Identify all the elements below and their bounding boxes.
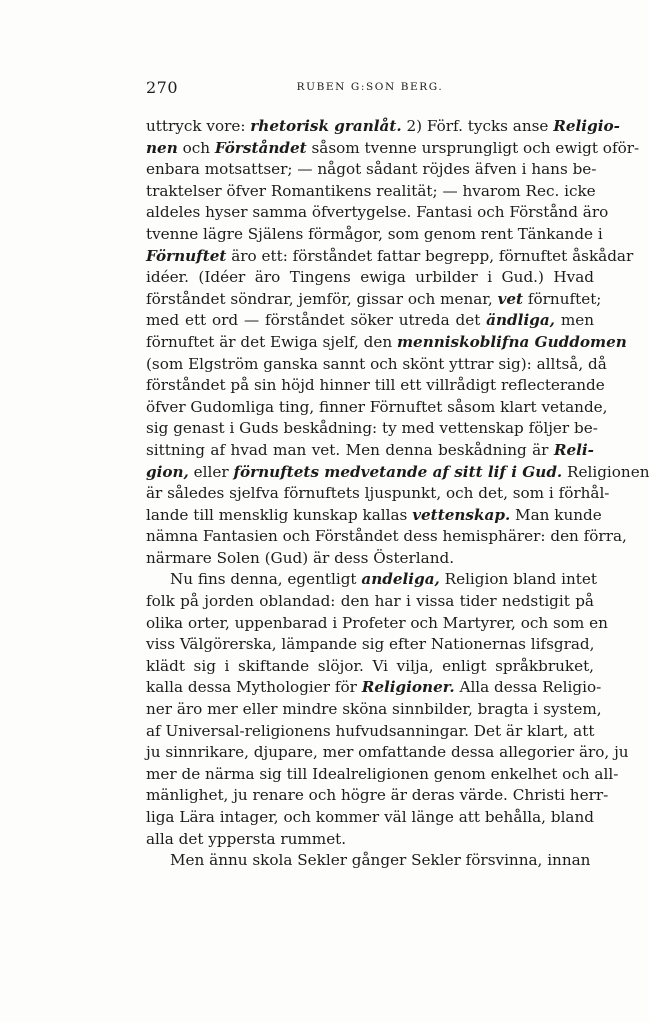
emphasized-text: Förståndet	[214, 138, 307, 157]
text-segment: uttryck vore:	[146, 117, 251, 135]
text-line	[146, 440, 594, 462]
text-line	[146, 785, 609, 807]
text-line	[146, 656, 594, 678]
text-segment: förståndet på sin höjd hinner till ett villrådigt reflecterande	[146, 376, 605, 395]
text-line	[146, 159, 597, 181]
text-segment: äro ett: förståndet fattar begrepp, förnuftet åskådar	[226, 246, 634, 265]
emphasized-text: Förnuftet	[146, 246, 227, 265]
text-segment: lande till mensklig kunskap kallas	[146, 505, 413, 524]
text-segment: mänlighet, ju renare och högre är deras värde. Christi herr-	[146, 786, 609, 805]
text-line	[146, 483, 610, 505]
text-segment: Nu fins denna, egentligt	[170, 570, 362, 589]
text-line	[146, 591, 594, 613]
text-line	[146, 721, 594, 743]
text-line	[146, 829, 594, 851]
text-segment: idéer. (Idéer äro Tingens ewiga urbilder i Gud.) Hvad	[146, 268, 594, 287]
text-segment: förnuftet är det Ewiga sjelf, den	[146, 332, 397, 351]
emphasized-text: vet	[497, 289, 524, 308]
emphasized-text: rhetorisk granlåt.	[250, 117, 402, 135]
text-segment: Religion bland intet	[439, 570, 597, 589]
text-line	[146, 202, 609, 224]
emphasized-text: Religio-	[553, 117, 620, 135]
text-segment: ner äro mer eller mindre sköna sinnbilder, bragta i system,	[146, 700, 602, 719]
text-segment: klädt sig i skiftande slöjor. Vi vilja, enligt språkbruket,	[146, 656, 594, 675]
text-line	[146, 418, 598, 440]
emphasized-text: nen	[146, 138, 178, 157]
emphasized-text: gion,	[146, 462, 189, 481]
text-line	[146, 181, 594, 203]
emphasized-text: ändliga,	[486, 311, 555, 330]
text-segment: af Universal-religionens hufvudsanningar. Det är klart, att	[146, 721, 595, 740]
text-segment: närmare Solen (Gud) är dess Österland.	[146, 548, 455, 567]
text-line	[146, 289, 602, 311]
text-line	[146, 224, 603, 246]
text-segment: Religionen	[562, 462, 649, 481]
text-line	[146, 699, 602, 721]
text-line	[146, 267, 594, 289]
text-segment: tvenne lägre Själens förmågor, som genom rent Tänkande i	[146, 224, 603, 243]
page-number: 270	[146, 78, 179, 97]
text-line	[146, 332, 627, 354]
text-segment: förståndet söndrar, jemför, gissar och menar,	[146, 289, 498, 308]
text-line	[146, 462, 649, 484]
text-segment: folk på jorden oblandad: den har i vissa tider nedstigit på	[146, 592, 594, 611]
emphasized-text: Reli-	[553, 440, 594, 459]
text-segment: 2) Förf. tycks anse	[401, 117, 554, 135]
text-segment: alla det yppersta rummet.	[146, 829, 347, 848]
text-segment: förnuftet;	[523, 289, 602, 308]
text-segment: med ett ord — förståndet söker utreda det	[146, 311, 487, 330]
text-segment: nämna Fantasien och Förståndet dess hemisphärer: den förra,	[146, 527, 627, 546]
text-segment: öfver Gudomliga ting, finner Förnuftet såsom klart vetande,	[146, 397, 608, 416]
text-segment: och	[177, 138, 215, 157]
emphasized-text: vettenskap.	[412, 505, 511, 524]
text-segment: enbara motsattser; — något sådant röjdes äfven i hans be-	[146, 160, 597, 179]
text-line	[146, 764, 619, 786]
text-segment: Men ännu skola Sekler gånger Sekler försvinna, innan	[170, 851, 591, 870]
text-segment: aldeles hyser samma öfvertygelse. Fantasi och Förstånd äro	[146, 203, 609, 222]
text-line	[146, 397, 608, 419]
text-line	[146, 505, 602, 527]
text-line	[146, 116, 620, 138]
text-segment: är således sjelfva förnuftets ljuspunkt, och det, som i förhål-	[146, 484, 610, 503]
text-line	[146, 569, 597, 591]
text-segment: Alla dessa Religio-	[454, 678, 602, 697]
text-segment: viss Välgörerska, lämpande sig efter Nationernas lifsgrad,	[146, 635, 595, 654]
text-segment: men	[554, 311, 594, 330]
emphasized-text: förnuftets medvetande af sitt lif i Gud.	[233, 462, 563, 481]
emphasized-text: andeliga,	[361, 570, 440, 589]
text-segment: mer de närma sig till Idealreligionen genom enkelhet och all-	[146, 764, 619, 783]
text-segment: eller	[188, 462, 234, 481]
emphasized-text: Religioner.	[361, 678, 455, 697]
text-line	[146, 807, 594, 829]
running-head: RUBEN G:SON BERG.	[296, 81, 444, 93]
text-line	[146, 526, 627, 548]
text-line	[146, 375, 605, 397]
text-line	[146, 354, 607, 376]
text-line	[146, 613, 608, 635]
text-segment: olika orter, uppenbarad i Profeter och Martyrer, och som en	[146, 613, 608, 632]
text-line	[146, 742, 629, 764]
text-segment: såsom tvenne ursprungligt och ewigt oför-	[306, 138, 640, 157]
emphasized-text: menniskoblifna Guddomen	[396, 332, 627, 351]
text-segment: liga Lära intager, och kommer väl länge att behålla, bland	[146, 808, 594, 826]
text-line	[146, 138, 640, 160]
text-line	[146, 246, 634, 268]
text-line	[146, 677, 602, 699]
text-segment: Man kunde	[510, 505, 602, 524]
body-text	[146, 116, 649, 872]
text-segment: kalla dessa Mythologier för	[146, 678, 362, 697]
text-line	[146, 548, 594, 570]
page-header	[146, 78, 594, 100]
text-segment: (som Elgström ganska sannt och skönt yttrar sig): alltså, då	[146, 354, 607, 373]
text-line	[146, 850, 594, 872]
text-line	[146, 634, 594, 656]
text-line	[146, 310, 594, 332]
text-segment: ju sinnrikare, djupare, mer omfattande dessa allegorier äro, ju	[146, 743, 629, 762]
text-segment: sittning af hvad man vet. Men denna beskådning är	[146, 440, 554, 459]
text-segment: traktelser öfver Romantikens realität; — hvarom Rec. icke	[146, 181, 596, 200]
text-segment: sig genast i Guds beskådning: ty med vettenskap följer be-	[146, 419, 598, 438]
